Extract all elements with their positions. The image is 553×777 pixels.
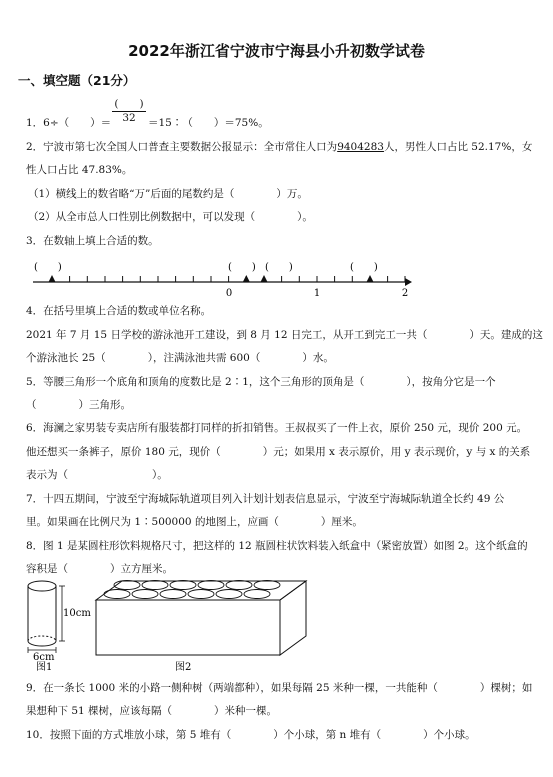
q5-line2: （ ）三角形。 — [26, 399, 131, 411]
q9-line1: 9．在一条长 1000 米的小路一侧种树（两端都种），如果每隔 25 米种一棵，一共能种（ ）棵树；如 — [26, 682, 533, 694]
blank-paren-3: ( ) — [265, 262, 293, 273]
q4-line1: 4．在括号里填上合适的数或单位名称。 — [26, 305, 212, 317]
q7-line1: 7．十四五期间，宁波至宁海城际轨道项目列入计划计划表信息显示，宁波至宁海城际轨道全长约 49 公 — [26, 493, 505, 505]
q4-line3: 个游泳池长 25（ ），注满泳池共需 600（ ）水。 — [26, 352, 334, 364]
q1-right: ＝15∶（ ）＝75%。 — [148, 117, 269, 129]
q2-sub1: （1）横线上的数省略“万”后面的尾数约是（ ）万。 — [28, 188, 308, 200]
q1-fraction-denominator: 32 — [122, 112, 136, 124]
q7-line2: 里。如果画在比例尺为 1∶500000 的地图上，应画（ ）厘米。 — [26, 516, 363, 528]
diameter-label: 6cm — [33, 652, 55, 663]
number-line-marker-1 — [49, 275, 56, 282]
q2-line1 — [26, 140, 532, 154]
q9-line2: 果想种下 51 棵树，应该每隔（ ）米种一棵。 — [26, 705, 278, 717]
number-line-marker-4 — [367, 275, 374, 282]
tick-label-2: 2 — [401, 288, 409, 299]
q1-fraction — [110, 96, 148, 124]
q4-line2: 2021 年 7 月 15 日学校的游泳池开工建设，到 8 月 12 日完工，从开工到完工一共（ ）天。建成的这 — [26, 329, 543, 341]
q1-left: 1．6÷（ ）＝ — [26, 117, 112, 129]
blank-paren-1: ( ) — [34, 262, 62, 273]
number-line-marker-2 — [243, 275, 250, 282]
fig1-caption: 图1 — [36, 662, 53, 673]
box-figure — [96, 581, 306, 656]
q6-line1: 6．海澜之家男装专卖店所有服装都打同样的折扣销售。王叔叔买了一件上衣，原价 250 元，现价 200 元。 — [26, 422, 528, 434]
number-line-marker-3 — [261, 275, 268, 282]
height-label: 10cm — [63, 608, 91, 619]
fig2-caption: 图2 — [175, 662, 192, 673]
blank-paren-2: ( ) — [228, 262, 256, 273]
q1-fraction-numerator: ( ) — [114, 98, 144, 110]
number-line-ticks — [52, 276, 405, 282]
q8-figures — [0, 576, 553, 676]
q2-line1-b: 人，男性人口占比 52.17%，女 — [383, 141, 533, 153]
q6-line3: 表示为（ ）。 — [26, 469, 168, 481]
q6-line2: 他还想买一条裤子，原价 180 元，现价（ ）元；如果用 x 表示原价，用 y 表示现价，y 与 x 的关系 — [26, 446, 531, 458]
q5-line1: 5．等腰三角形一个底角和顶角的度数比是 2∶1，这个三角形的顶角是（ ），按角分它是一个 — [26, 376, 496, 388]
section-heading-fill-in: 一、填空题（21分） — [18, 73, 136, 88]
q3-text: 3．在数轴上填上合适的数。 — [26, 235, 159, 247]
q2-population-number: 9404283 — [337, 141, 384, 153]
tick-label-0: 0 — [225, 288, 233, 299]
q2-sub2: （2）从全市总人口性别比例数据中，可以发现（ ）。 — [28, 211, 313, 223]
tick-label-1: 1 — [313, 288, 321, 299]
q2-line1-a: 2．宁波市第七次全国人口普查主要数据公报显示：全市常住人口为 — [26, 141, 338, 153]
q2-line2: 性人口占比 47.83%。 — [26, 164, 133, 176]
number-line-arrow — [405, 278, 412, 286]
bottle-tops — [104, 581, 280, 599]
q10-line1: 10．按照下面的方式堆放小球，第 5 堆有（ ）个小球，第 n 堆有（ ）个小球。 — [26, 729, 476, 741]
page-title: 2022年浙江省宁波市宁海县小升初数学试卷 — [128, 42, 425, 60]
q8-line1: 8．图 1 是某圆柱形饮料规格尺寸，把这样的 12 瓶圆柱状饮料装入纸盒中（紧密放置）如图 2。这个纸盒的 — [26, 540, 528, 552]
q8-line2: 容积是（ ）立方厘米。 — [26, 563, 173, 575]
blank-paren-4: ( ) — [350, 262, 378, 273]
cylinder-figure — [28, 581, 65, 653]
